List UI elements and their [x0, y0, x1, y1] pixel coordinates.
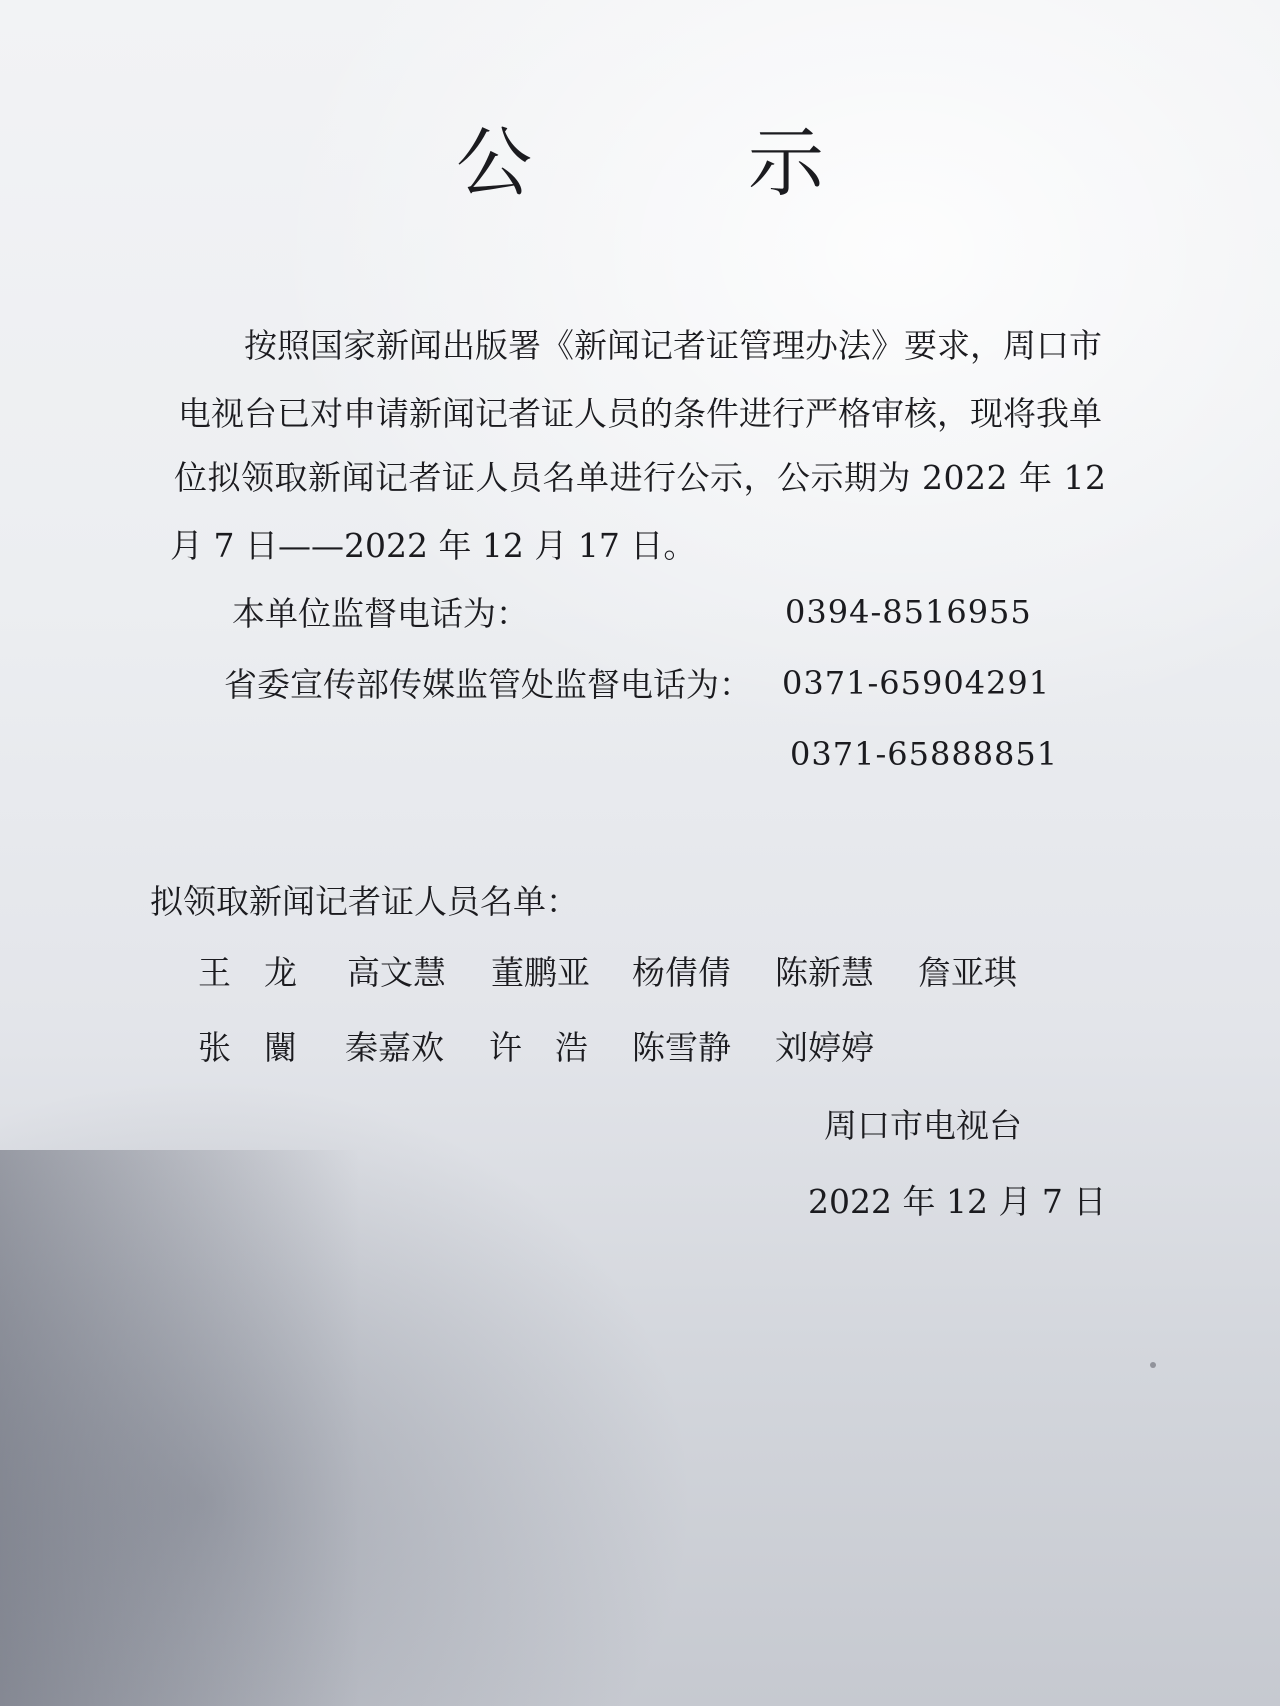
unit-phone-label: 本单位监督电话为： — [232, 594, 529, 633]
list-item: 许 浩 — [489, 1028, 588, 1067]
signature-org: 周口市电视台 — [824, 1106, 1022, 1145]
list-item: 杨倩倩 — [632, 953, 731, 992]
list-item: 高文慧 — [347, 953, 446, 992]
list-item: 董鹏亚 — [491, 953, 590, 992]
unit-phone-number: 0394-8516955 — [785, 593, 1032, 631]
paper-shadow — [0, 1150, 360, 1706]
paper-speck — [1150, 1362, 1156, 1368]
list-item: 王 龙 — [198, 953, 297, 992]
province-phone-number-1: 0371-65904291 — [782, 664, 1051, 702]
list-item: 秦嘉欢 — [345, 1028, 444, 1067]
notice-title: 公 示 — [456, 118, 894, 207]
list-item: 刘婷婷 — [775, 1028, 874, 1067]
province-phone-label: 省委宣传部传媒监管处监督电话为： — [224, 665, 752, 704]
list-item: 陈雪静 — [632, 1028, 731, 1067]
list-item: 张 闤 — [198, 1028, 297, 1067]
list-item: 詹亚琪 — [918, 953, 1017, 992]
body-line-3: 位拟领取新闻记者证人员名单进行公示，公示期为 2022 年 12 — [174, 458, 1107, 497]
list-item: 陈新慧 — [775, 953, 874, 992]
list-title: 拟领取新闻记者证人员名单： — [150, 882, 579, 921]
body-line-2: 电视台已对申请新闻记者证人员的条件进行严格审核，现将我单 — [178, 394, 1102, 433]
province-phone-number-2: 0371-65888851 — [790, 735, 1059, 773]
body-line-4: 月 7 日——2022 年 12 月 17 日。 — [170, 526, 697, 565]
signature-date: 2022 年 12 月 7 日 — [808, 1182, 1107, 1221]
body-line-1: 按照国家新闻出版署《新闻记者证管理办法》要求，周口市 — [244, 326, 1102, 365]
